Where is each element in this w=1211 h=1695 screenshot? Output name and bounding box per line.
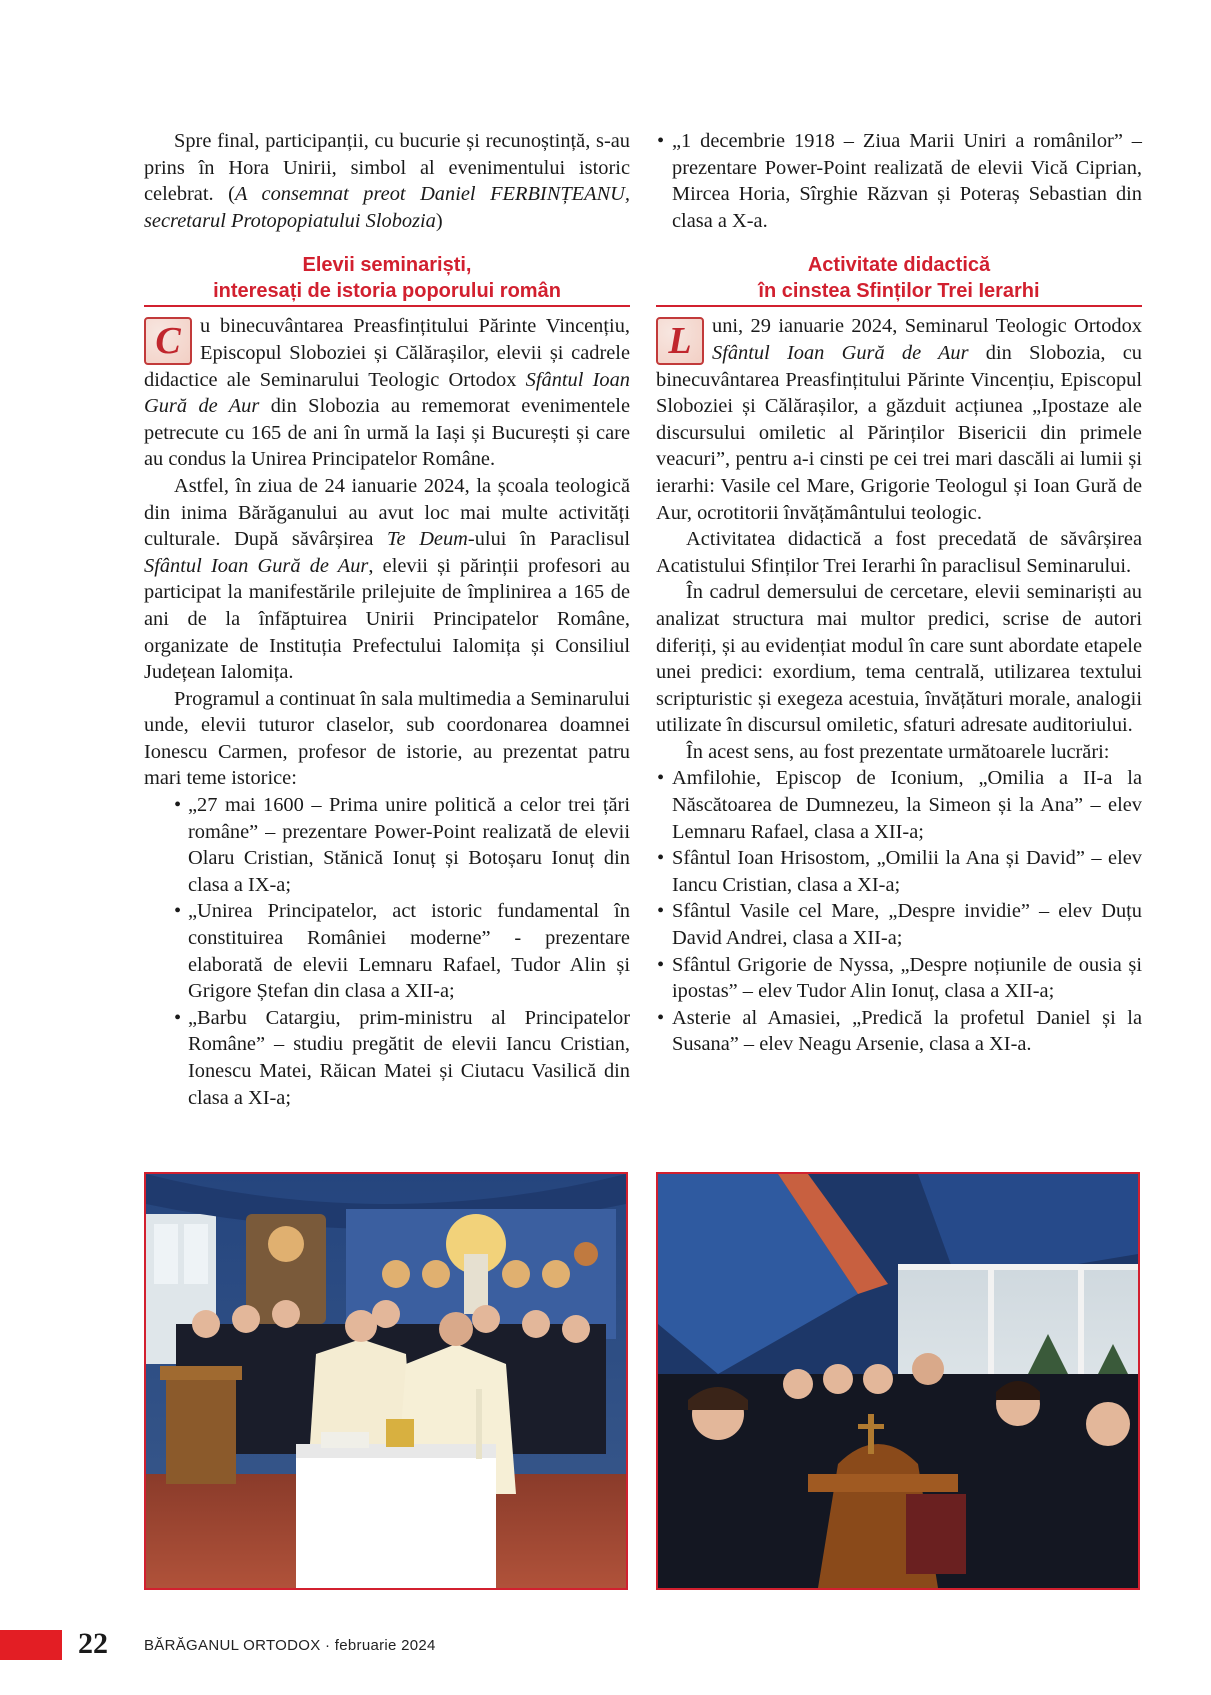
intro-text: Spre final, participanții, cu bucurie și recunoștință, s-au prins în Hora Unirii, simbol al evenimentului istoric celebrat. ( — [144, 130, 630, 206]
p1-text-c: din Slobozia au rememorat evenimentele petrecute cu 165 de ani în urmă la Iași și București și care au condus la Unirea Principatelor Române. — [144, 395, 630, 471]
photo-students-lectern — [656, 1172, 1140, 1590]
list-item: • Asterie al Amasiei, „Predică la profetul Daniel și la Susana” – elev Neagu Arsenie, clasa a XI-a. — [656, 1005, 1142, 1058]
list-item: • „1 decembrie 1918 – Ziua Marii Uniri a românilor” – prezentare Power-Point realizată de elevii Vică Ciprian, Mircea Horia, Sîrghie Răzvan și Poteraș Sebastian din clasa a X-a. — [656, 128, 1142, 234]
intro-signature: A consemnat preot Daniel FERBINȚEANU, secretarul Protopopiatului Slobozia — [144, 183, 630, 232]
photo-chapel-service — [144, 1172, 628, 1590]
footer-red-bar — [0, 1630, 62, 1660]
p1-text-a: u binecuvântarea Preasfințitului Părinte Vincențiu, Episcopul Sloboziei și Călărașilor, elevii și cadrele didactice ale Seminarului Teologic Ortodox — [144, 315, 630, 391]
p1-text-b: Sfântul Ioan Gură de Aur — [144, 368, 630, 418]
photo-students-lectern-image — [658, 1174, 1138, 1588]
list-item: • Amfilohie, Episcop de Iconium, „Omilia a II-a la Născătoarea de Dumnezeu, la Simeon și la Ana” – elev Lemnaru Rafael, clasa a XII-a; — [656, 765, 1142, 845]
history-topics-list-continued — [656, 128, 1142, 234]
p1-text-c: din Slobozia, cu binecuvântarea Preasfințitului Părinte Vincențiu, Episcopul Sloboziei și Călărașilor, a găzduit acțiunea „Ipostaze ale discursului omiletic al Părinților Bisericii din primele veacuri”, pentru a-i cinsti pe cei trei mari dascăli ai lumii și ierarhi: Vasile cel Mare, Grigorie Teologul și Ioan Gură de Aur, ocrotitorii învățământului teologic. — [656, 341, 1142, 524]
publication-title: BĂRĂGANUL ORTODOX — [144, 1637, 321, 1654]
heading-line-2: în cinstea Sfinților Trei Ierarhi — [758, 280, 1040, 303]
list-item: • Sfântul Ioan Hrisostom, „Omilii la Ana și David” – elev Iancu Cristian, clasa a XI-a; — [656, 845, 1142, 898]
list-item: • Sfântul Grigorie de Nyssa, „Despre noțiunile de ousia și ipostas” – elev Tudor Alin Ionuț, clasa a XII-a; — [656, 952, 1142, 1005]
drop-cap: L — [656, 317, 704, 365]
paragraph-1 — [656, 313, 1142, 526]
photo-chapel-service-image — [146, 1174, 626, 1588]
section-heading-history — [144, 252, 630, 307]
paragraph-3: În cadrul demersului de cercetare, elevii seminariști au analizat structura mai multor predici, scrise de autori diferiți, și au evidențiat modul în care sunt abordate etapele unei predici: exordium, tema centrală, utilizarea textului scripturistic și exegeza acestuia, învățături morale, analogii utilizate în discursul omiletic, sfaturi adresate auditoriului. — [656, 581, 1142, 737]
paragraph-1 — [144, 313, 630, 473]
paragraph-3: Programul a continuat în sala multimedia a Seminarului unde, elevii tuturor claselor, sub coordonarea doamnei Ionescu Carmen, profesor de istorie, au prezentat patru mari teme istorice: — [144, 687, 630, 790]
left-column — [144, 128, 630, 1111]
p2-text-c: -ului în Paraclisul — [467, 528, 630, 551]
footer-separator: · — [325, 1637, 331, 1654]
intro-paragraph — [144, 128, 630, 234]
paragraph-4: În acest sens, au fost prezentate următoarele lucrări: — [686, 740, 1110, 763]
heading-line-1: Elevii seminariști, — [302, 254, 472, 277]
list-item: • „Barbu Catargiu, prim-ministru al Principatelor Române” – studiu pregătit de elevii Iancu Cristian, Ionescu Matei, Răican Matei și Ciutacu Vasilică din clasa a XI-a; — [144, 1005, 630, 1111]
works-list — [656, 765, 1142, 1058]
p2-text-a: Astfel, în ziua de 24 ianuarie 2024, la școala teologică din inima Bărăganului au avut loc mai multe activități culturale. După săvârșirea — [144, 474, 630, 551]
section-heading-three-hierarchs — [656, 252, 1142, 307]
history-topics-list — [144, 792, 630, 1111]
list-item: • „27 mai 1600 – Prima unire politică a celor trei țări române” – prezentare Power-Point realizată de elevii Olaru Cristian, Stănică Ionuț și Botoșaru Ionuț din clasa a IX-a; — [144, 792, 630, 898]
heading-line-2: interesați de istoria poporului român — [213, 280, 561, 303]
drop-cap: C — [144, 317, 192, 365]
p2-text-b: Te Deum — [387, 528, 468, 551]
publication-issue: februarie 2024 — [334, 1637, 436, 1654]
heading-line-1: Activitate didactică — [807, 254, 991, 277]
p2-text-d: Sfântul Ioan Gură de Aur — [144, 554, 369, 577]
paragraph-2: Activitatea didactică a fost precedată de săvârșirea Acatistului Sfinților Trei Ierarhi în paraclisul Seminarului. — [656, 528, 1142, 577]
p2-text-e: , elevii și părinții profesori au participat la manifestările prilejuite de împlinirea a 165 de ani de la înfăptuirea Unirii Principatelor Române, organizate de Instituția Prefectului Ialomița și Consiliul Județean Ialomița. — [144, 554, 630, 684]
paragraph-2 — [144, 473, 630, 686]
list-item: • Sfântul Vasile cel Mare, „Despre invidie” – elev Duțu David Andrei, clasa a XII-a; — [656, 898, 1142, 951]
page-number: 22 — [78, 1627, 108, 1660]
list-item: • „Unirea Principatelor, act istoric fundamental în constituirea României moderne” - prezentare elaborată de elevii Lemnaru Rafael, Tudor Alin și Grigore Ștefan din clasa a XII-a; — [144, 898, 630, 1004]
footer-publication — [144, 1637, 436, 1654]
p1-text-a: uni, 29 ianuarie 2024, Seminarul Teologic Ortodox — [712, 315, 1142, 338]
right-column — [656, 128, 1142, 1058]
p1-text-b: Sfântul Ioan Gură de Aur — [712, 341, 969, 364]
intro-close: ) — [435, 209, 443, 232]
